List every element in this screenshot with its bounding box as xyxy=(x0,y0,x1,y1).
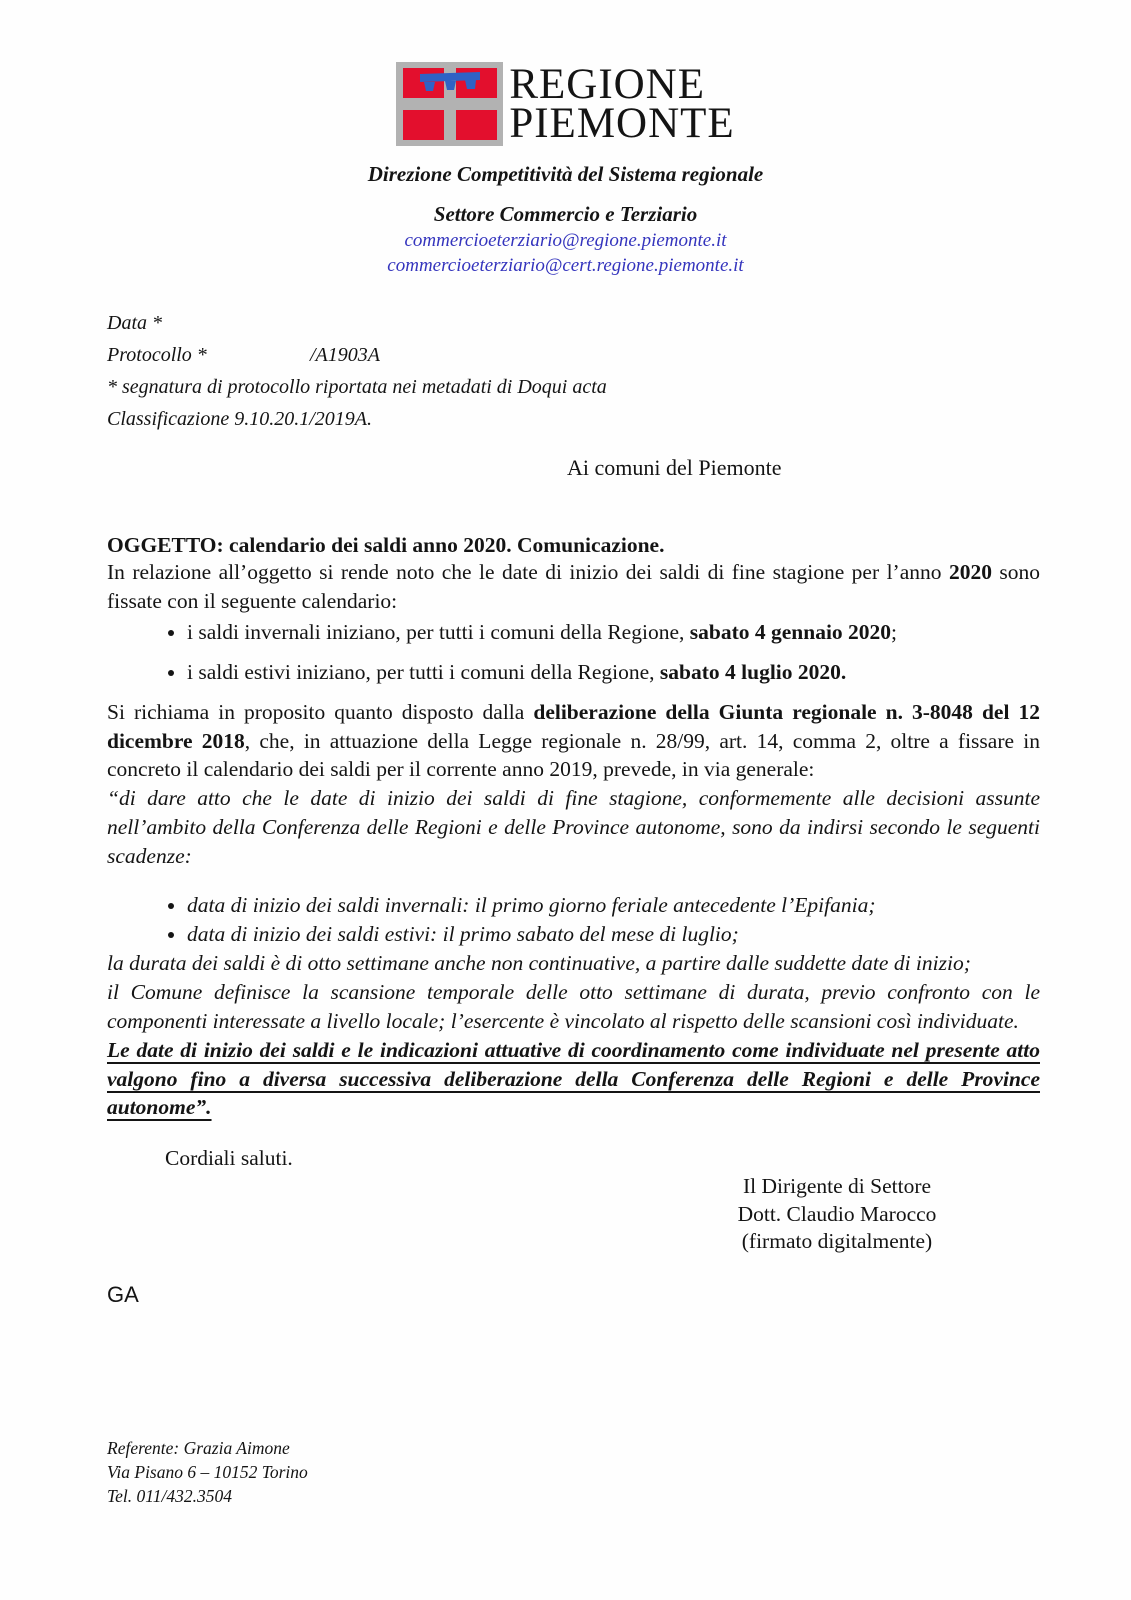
author-initials: GA xyxy=(107,1281,139,1307)
quote-dates-list xyxy=(107,891,1040,949)
list-item-winter-sales xyxy=(187,618,1040,647)
letterhead xyxy=(0,0,1131,277)
intro-text-post: sono fissate con il seguente calendario: xyxy=(107,560,1040,613)
protocol-label: Protocollo * xyxy=(107,344,207,366)
signature-role: Il Dirigente di Settore xyxy=(742,1174,932,1199)
signature-name: Dott. Claudio Marocco xyxy=(737,1201,937,1226)
footer-phone: Tel. 011/432.3504 xyxy=(107,1486,232,1506)
lambello-icon xyxy=(420,72,480,91)
direction-name: Direzione Competitività del Sistema regionale xyxy=(367,162,764,186)
org-title-line1: REGIONE xyxy=(509,61,706,108)
summer-sales-date: sabato 4 luglio 2020. xyxy=(659,659,847,684)
intro-paragraph xyxy=(107,558,1040,616)
date-line: Data * xyxy=(107,312,162,334)
duration-paragraph: la durata dei saldi è di otto settimane anche non continuative, a partire dalle suddette date di inizio; xyxy=(107,950,971,975)
recall-text-post: , che, in attuazione della Legge regionale n. 28/99, art. 14, comma 2, oltre a fissare in concreto il calendario dei saldi per il corrente anno 2019, prevede, in via generale: xyxy=(107,728,1040,782)
subject-line: OGGETTO: calendario dei saldi anno 2020. Comunicazione. xyxy=(107,533,665,557)
recall-paragraph xyxy=(107,698,1040,785)
recall-text-pre: Si richiama in proposito quanto disposto dalla xyxy=(107,699,534,724)
sales-dates-list xyxy=(107,618,1040,687)
protocol-metadata xyxy=(107,307,1040,435)
signature-note: (firmato digitalmente) xyxy=(741,1229,933,1254)
footer-referent: Referente: Grazia Aimone xyxy=(107,1438,290,1458)
org-title xyxy=(509,61,735,147)
recall-deliberation-bold: deliberazione della Giunta regionale n. 3-8048 del 12 dicembre 2018 xyxy=(107,699,1040,753)
winter-sales-date: sabato 4 gennaio 2020 xyxy=(689,619,892,644)
protocol-line xyxy=(107,339,1040,371)
piemonte-coat-of-arms-icon xyxy=(396,62,503,146)
email-address-primary: commercioeterziario@regione.piemonte.it xyxy=(404,230,727,251)
logo-block xyxy=(0,62,1131,146)
email-address-certified: commercioeterziario@cert.regione.piemonte.it xyxy=(387,255,744,276)
signature-block xyxy=(722,1173,952,1256)
winter-sales-text: i saldi invernali iniziano, per tutti i comuni della Regione, xyxy=(187,619,690,644)
comune-paragraph: il Comune definisce la scansione temporale delle otto settimane di durata, previo confronto con le componenti interessate a livello locale; l’esercente è vincolato al rispetto delle scansioni così individuate. xyxy=(107,979,1040,1033)
intro-text-pre: In relazione all’oggetto si rende noto che le date di inizio dei saldi di fine stagione per l’anno xyxy=(107,560,949,584)
classification-line: Classificazione 9.10.20.1/2019A. xyxy=(107,408,372,430)
salutation: Cordiali saluti. xyxy=(165,1146,293,1171)
summer-sales-text: i saldi estivi iniziano, per tutti i comuni della Regione, xyxy=(187,659,660,684)
recipient: Ai comuni del Piemonte xyxy=(567,455,782,480)
org-title-line2: PIEMONTE xyxy=(509,100,735,147)
list-item-quote-summer: • data di inizio dei saldi estivi: il primo sabato del mese di luglio; xyxy=(187,920,1040,949)
list-item-quote-winter: • data di inizio dei saldi invernali: il primo giorno feriale antecedente l’Epifania; xyxy=(187,891,1040,920)
intro-year-bold: 2020 xyxy=(948,560,992,584)
final-underlined-paragraph: Le date di inizio dei saldi e le indicazioni attuative di coordinamento come individuate nel presente atto valgono fino a diversa successiva deliberazione della Conferenza delle Regioni e delle Province autonome”. xyxy=(107,1037,1040,1120)
quote-intro-paragraph: “di dare atto che le date di inizio dei saldi di fine stagione, conformemente alle decisioni assunte nell’ambito della Conferenza delle Regioni e delle Province autonome, sono da indirsi secondo le seguenti scadenze: xyxy=(107,786,1040,869)
winter-sales-punct: ; xyxy=(891,619,898,644)
list-item-summer-sales xyxy=(187,658,1040,687)
contact-footer xyxy=(107,1436,308,1508)
footer-address: Via Pisano 6 – 10152 Torino xyxy=(107,1462,308,1482)
sector-name: Settore Commercio e Terziario xyxy=(433,202,698,226)
protocol-footnote: * segnatura di protocollo riportata nei metadati di Doqui acta xyxy=(107,376,607,398)
protocol-value: /A1903A xyxy=(310,344,380,366)
